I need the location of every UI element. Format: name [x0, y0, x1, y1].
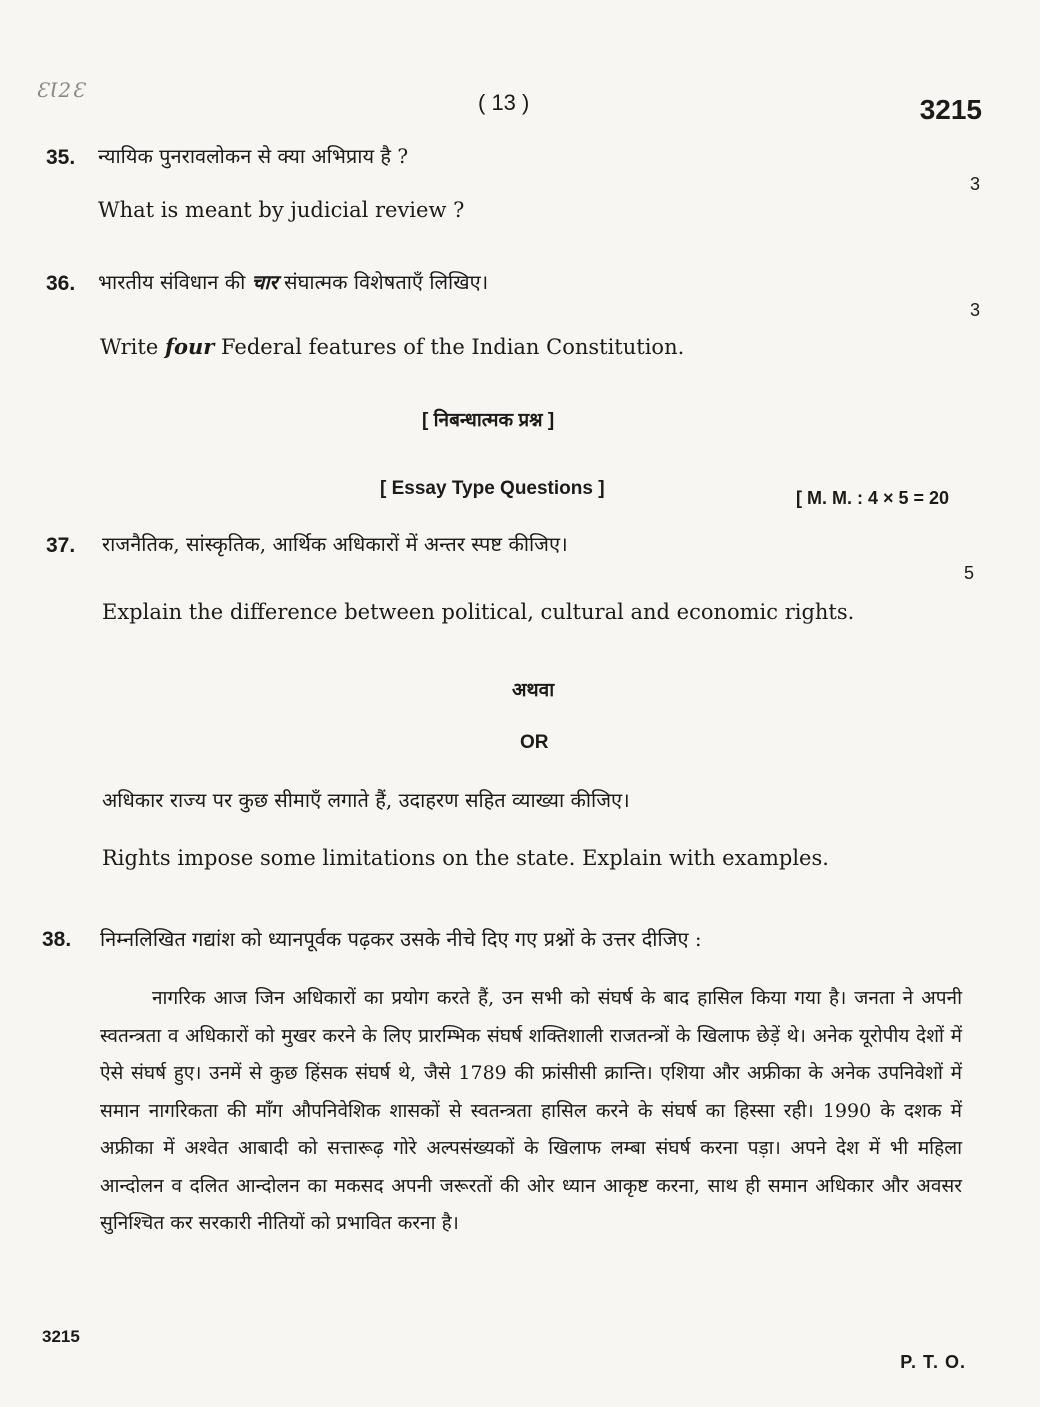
question-37-alt-english: Rights impose some limitations on the state. Explain with examples. — [102, 846, 829, 870]
corner-stamp-mark: ƐƖ2Ɛ — [36, 78, 86, 102]
question-36-english: Write four Federal features of the Indian Constitution. — [100, 334, 685, 359]
question-37-english: Explain the difference between political, cultural and economic rights. — [102, 600, 855, 624]
question-36-hindi-emphasis: चार — [251, 270, 278, 294]
or-label-hindi: अथवा — [512, 680, 555, 701]
please-turn-over: P. T. O. — [900, 1352, 966, 1372]
section-max-marks: [ M. M. : 4 × 5 = 20 — [796, 488, 950, 508]
footer-paper-code: 3215 — [42, 1327, 80, 1346]
question-38-instruction: निम्नलिखित गद्यांश को ध्यानपूर्वक पढ़कर उसके नीचे दिए गए प्रश्नों के उत्तर दीजिए : — [100, 927, 702, 951]
question-36-marks: 3 — [970, 300, 981, 320]
question-35-number: 35. — [46, 146, 76, 169]
question-37-alt-hindi: अधिकार राज्य पर कुछ सीमाएँ लगाते हैं, उदाहरण सहित व्याख्या कीजिए। — [102, 788, 630, 812]
or-label-english: OR — [520, 732, 549, 753]
question-35-english: What is meant by judicial review ? — [98, 198, 465, 222]
question-38-passage: नागरिक आज जिन अधिकारों का प्रयोग करते हैं, उन सभी को संघर्ष के बाद हासिल किया गया है। जनता ने अपनी स्वतन्त्रता व अधिकारों को मुखर करने के लिए प्रारम्भिक संघर्ष शक्तिशाली राजतन्त्रों के खिलाफ छेड़ें थे। अनेक यूरोपीय देशों में ऐसे संघर्ष हुए। उनमें से कुछ हिंसक संघर्ष थे, जैसे 1789 की फ्रांसीसी क्रान्ति। एशिया और अफ्रीका के अनेक उपनिवेशों में समान नागरिकता की माँग औपनिवेशिक शासकों से स्वतन्त्रता हासिल करने के संघर्ष का हिस्सा रही। 1990 के दशक में अफ्रीका में अश्वेत आबादी को सत्तारूढ़ गोरे अल्पसंख्यकों के खिलाफ लम्बा संघर्ष करना पड़ा। अपने देश में भी महिला आन्दोलन व दलित आन्दोलन का मकसद अपनी जरूरतों की ओर ध्यान आकृष्ट करना, साथ ही समान अधिकार और अवसर सुनिश्चित कर सरकारी नीतियों को प्रभावित करना है। — [100, 987, 962, 1234]
question-38-number: 38. — [42, 928, 72, 951]
question-36-number: 36. — [46, 272, 76, 295]
section-heading-hindi: [ निबन्धात्मक प्रश्न ] — [422, 410, 555, 431]
paper-code: 3215 — [919, 94, 982, 125]
question-36-english-emphasis: four — [164, 334, 215, 359]
question-35-hindi: न्यायिक पुनरावलोकन से क्या अभिप्राय है ? — [98, 144, 409, 168]
question-36-hindi: भारतीय संविधान की चार संघात्मक विशेषताएँ लिखिए। — [98, 270, 489, 294]
question-37-number: 37. — [46, 534, 76, 557]
page-number: ( 13 ) — [478, 90, 530, 115]
question-35-marks: 3 — [970, 174, 981, 194]
question-37-hindi: राजनैतिक, सांस्कृतिक, आर्थिक अधिकारों में अन्तर स्पष्ट कीजिए। — [102, 532, 568, 556]
section-heading-english: [ Essay Type Questions ] — [380, 478, 605, 499]
question-37-marks: 5 — [964, 563, 975, 583]
